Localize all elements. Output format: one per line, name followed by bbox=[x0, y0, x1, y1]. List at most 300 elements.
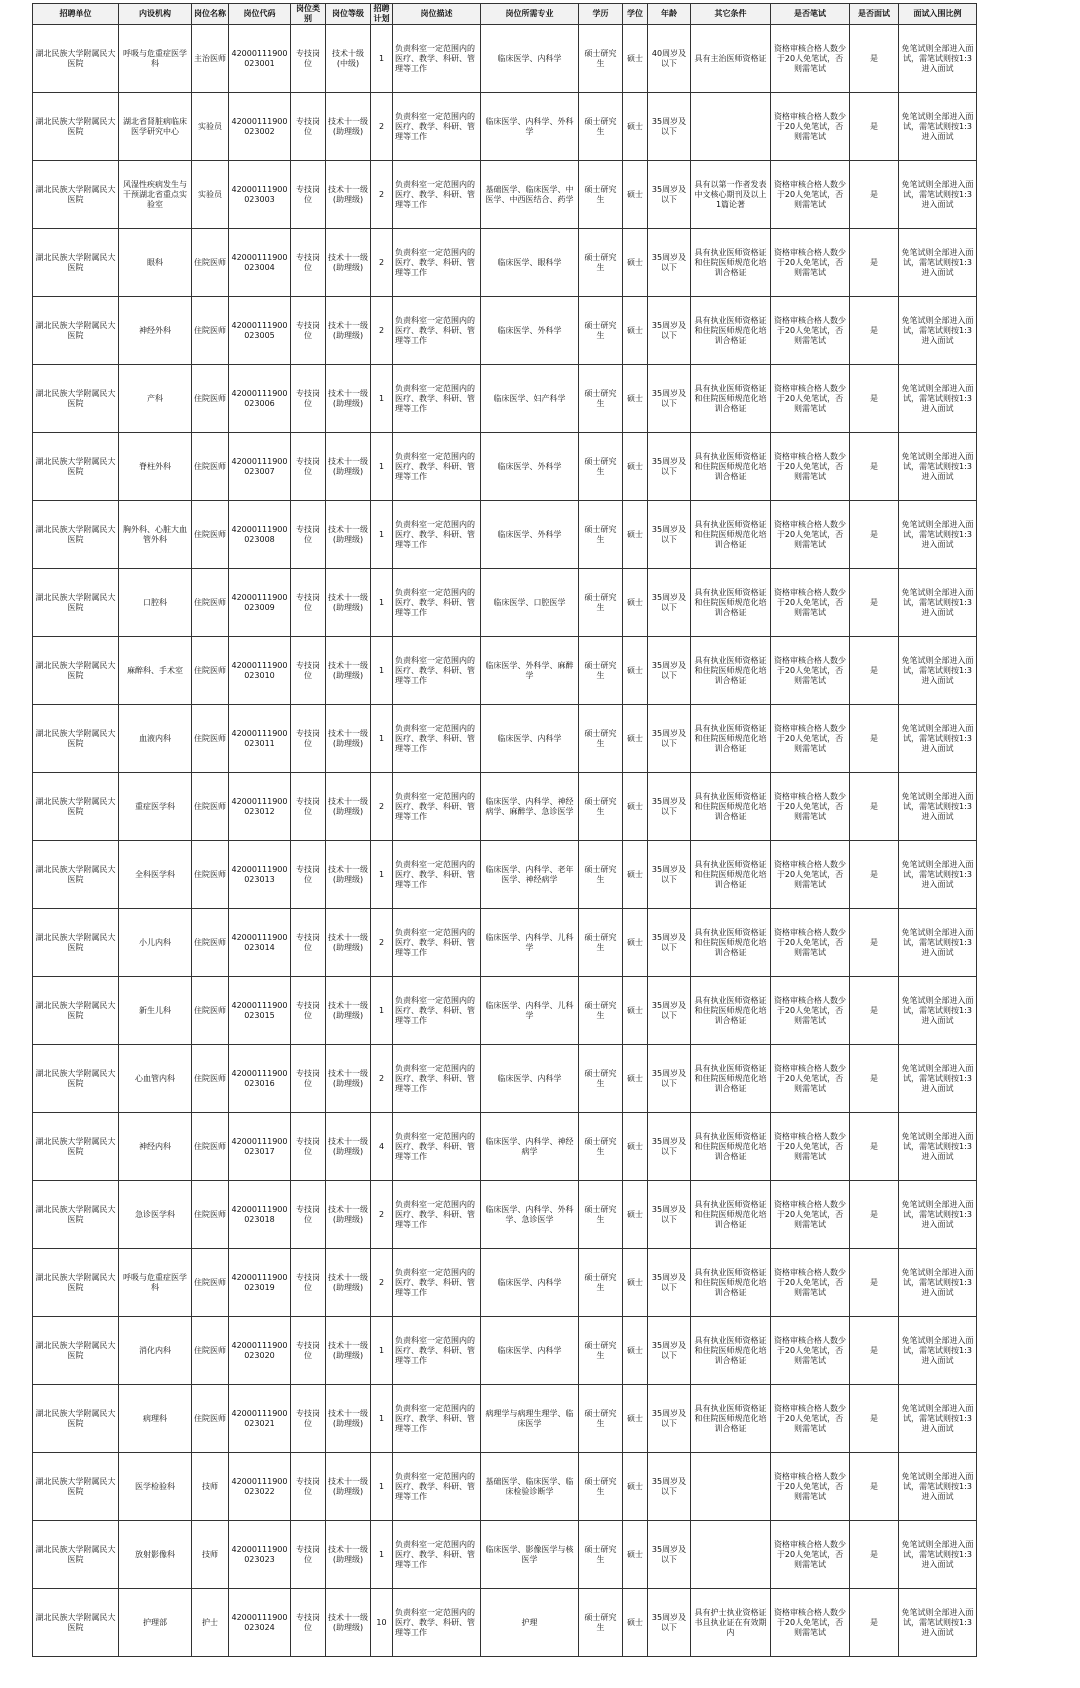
table-cell: 硕士 bbox=[623, 501, 648, 569]
table-cell: 湖北民族大学附属民大医院 bbox=[33, 637, 119, 705]
table-cell: 负责科室一定范围内的医疗、教学、科研、管理等工作 bbox=[393, 433, 481, 501]
table-cell: 专技岗位 bbox=[291, 909, 326, 977]
column-header: 是否笔试 bbox=[771, 4, 850, 25]
table-cell: 临床医学、外科学、麻醉学 bbox=[481, 637, 579, 705]
table-cell: 专技岗位 bbox=[291, 1113, 326, 1181]
table-cell: 35周岁及以下 bbox=[648, 1385, 691, 1453]
table-cell: 资格审核合格人数少于20人免笔试，否则需笔试 bbox=[771, 773, 850, 841]
table-cell: 急诊医学科 bbox=[119, 1181, 192, 1249]
table-cell: 住院医师 bbox=[192, 773, 229, 841]
table-cell: 小儿内科 bbox=[119, 909, 192, 977]
table-cell: 临床医学、内科学 bbox=[481, 1045, 579, 1113]
table-cell: 资格审核合格人数少于20人免笔试，否则需笔试 bbox=[771, 569, 850, 637]
table-cell: 资格审核合格人数少于20人免笔试，否则需笔试 bbox=[771, 1453, 850, 1521]
column-header: 岗位等级 bbox=[326, 4, 371, 25]
table-cell: 资格审核合格人数少于20人免笔试，否则需笔试 bbox=[771, 229, 850, 297]
table-cell: 专技岗位 bbox=[291, 297, 326, 365]
table-cell: 硕士研究生 bbox=[579, 365, 623, 433]
table-cell: 临床医学、外科学 bbox=[481, 297, 579, 365]
table-cell bbox=[691, 1453, 771, 1521]
table-cell: 35周岁及以下 bbox=[648, 1453, 691, 1521]
table-cell: 住院医师 bbox=[192, 365, 229, 433]
table-row bbox=[33, 841, 977, 909]
table-cell: 技术十一级(助理级) bbox=[326, 297, 371, 365]
table-cell: 神经内科 bbox=[119, 1113, 192, 1181]
table-cell: 专技岗位 bbox=[291, 93, 326, 161]
table-cell: 42000111900023012 bbox=[229, 773, 291, 841]
table-cell: 主治医师 bbox=[192, 25, 229, 93]
table-cell: 负责科室一定范围内的医疗、教学、科研、管理等工作 bbox=[393, 1045, 481, 1113]
table-cell: 42000111900023020 bbox=[229, 1317, 291, 1385]
table-row bbox=[33, 25, 977, 93]
table-cell: 技术十一级(助理级) bbox=[326, 1521, 371, 1589]
table-cell: 2 bbox=[371, 1249, 393, 1317]
table-cell: 基础医学、临床医学、中医学、中西医结合、药学 bbox=[481, 161, 579, 229]
table-cell: 技术十一级(助理级) bbox=[326, 93, 371, 161]
table-cell: 具有执业医师资格证和住院医师规范化培训合格证 bbox=[691, 569, 771, 637]
table-cell: 具有执业医师资格证和住院医师规范化培训合格证 bbox=[691, 1317, 771, 1385]
table-cell: 硕士研究生 bbox=[579, 773, 623, 841]
table-cell: 硕士 bbox=[623, 1317, 648, 1385]
table-cell: 负责科室一定范围内的医疗、教学、科研、管理等工作 bbox=[393, 1113, 481, 1181]
table-cell: 负责科室一定范围内的医疗、教学、科研、管理等工作 bbox=[393, 1249, 481, 1317]
table-cell: 负责科室一定范围内的医疗、教学、科研、管理等工作 bbox=[393, 1181, 481, 1249]
table-cell: 住院医师 bbox=[192, 229, 229, 297]
table-cell: 硕士研究生 bbox=[579, 909, 623, 977]
table-cell: 免笔试则全部进入面试，需笔试则按1:3进入面试 bbox=[899, 1385, 977, 1453]
table-cell: 胸外科、心脏大血管外科 bbox=[119, 501, 192, 569]
table-cell: 临床医学、内科学 bbox=[481, 25, 579, 93]
table-cell: 具有执业医师资格证和住院医师规范化培训合格证 bbox=[691, 501, 771, 569]
table-cell: 资格审核合格人数少于20人免笔试，否则需笔试 bbox=[771, 1113, 850, 1181]
table-cell: 42000111900023022 bbox=[229, 1453, 291, 1521]
table-cell: 硕士研究生 bbox=[579, 705, 623, 773]
table-cell: 技术十一级(助理级) bbox=[326, 1249, 371, 1317]
table-cell: 湖北民族大学附属民大医院 bbox=[33, 161, 119, 229]
table-cell: 湖北民族大学附属民大医院 bbox=[33, 977, 119, 1045]
table-cell: 负责科室一定范围内的医疗、教学、科研、管理等工作 bbox=[393, 1317, 481, 1385]
table-cell: 湖北民族大学附属民大医院 bbox=[33, 297, 119, 365]
table-cell: 湖北民族大学附属民大医院 bbox=[33, 433, 119, 501]
table-cell: 资格审核合格人数少于20人免笔试，否则需笔试 bbox=[771, 1249, 850, 1317]
table-cell: 技术十一级(助理级) bbox=[326, 161, 371, 229]
table-cell: 住院医师 bbox=[192, 637, 229, 705]
table-cell: 免笔试则全部进入面试，需笔试则按1:3进入面试 bbox=[899, 1453, 977, 1521]
table-cell: 具有执业医师资格证和住院医师规范化培训合格证 bbox=[691, 1249, 771, 1317]
table-cell: 湖北民族大学附属民大医院 bbox=[33, 1045, 119, 1113]
table-cell: 免笔试则全部进入面试，需笔试则按1:3进入面试 bbox=[899, 433, 977, 501]
table-cell: 住院医师 bbox=[192, 909, 229, 977]
table-cell: 是 bbox=[850, 1045, 899, 1113]
table-cell: 硕士研究生 bbox=[579, 569, 623, 637]
table-cell: 呼吸与危重症医学科 bbox=[119, 1249, 192, 1317]
table-cell: 硕士研究生 bbox=[579, 1249, 623, 1317]
table-row bbox=[33, 1453, 977, 1521]
header-row bbox=[33, 4, 977, 25]
table-cell: 硕士 bbox=[623, 365, 648, 433]
table-cell: 专技岗位 bbox=[291, 229, 326, 297]
table-cell: 硕士 bbox=[623, 841, 648, 909]
table-row bbox=[33, 1521, 977, 1589]
table-cell: 资格审核合格人数少于20人免笔试，否则需笔试 bbox=[771, 977, 850, 1045]
table-row bbox=[33, 93, 977, 161]
table-cell: 1 bbox=[371, 1521, 393, 1589]
table-cell: 技术十一级(助理级) bbox=[326, 1045, 371, 1113]
table-cell: 硕士研究生 bbox=[579, 977, 623, 1045]
table-cell: 硕士研究生 bbox=[579, 1113, 623, 1181]
table-cell: 湖北民族大学附属民大医院 bbox=[33, 773, 119, 841]
table-cell: 42000111900023007 bbox=[229, 433, 291, 501]
table-cell: 技术十级(中级) bbox=[326, 25, 371, 93]
table-cell: 临床医学、妇产科学 bbox=[481, 365, 579, 433]
table-cell: 技术十一级(助理级) bbox=[326, 365, 371, 433]
table-cell: 资格审核合格人数少于20人免笔试，否则需笔试 bbox=[771, 1181, 850, 1249]
table-cell: 是 bbox=[850, 1521, 899, 1589]
table-cell: 免笔试则全部进入面试，需笔试则按1:3进入面试 bbox=[899, 161, 977, 229]
table-cell: 资格审核合格人数少于20人免笔试，否则需笔试 bbox=[771, 637, 850, 705]
table-cell: 4 bbox=[371, 1113, 393, 1181]
column-header: 招聘计划 bbox=[371, 4, 393, 25]
table-cell: 临床医学、内科学、外科学 bbox=[481, 93, 579, 161]
table-cell: 具有执业医师资格证和住院医师规范化培训合格证 bbox=[691, 705, 771, 773]
table-cell: 资格审核合格人数少于20人免笔试，否则需笔试 bbox=[771, 1521, 850, 1589]
table-row bbox=[33, 569, 977, 637]
table-cell: 技术十一级(助理级) bbox=[326, 1453, 371, 1521]
table-cell: 硕士 bbox=[623, 705, 648, 773]
table-cell: 临床医学、内科学、老年医学、神经病学 bbox=[481, 841, 579, 909]
table-cell: 实验员 bbox=[192, 93, 229, 161]
table-row bbox=[33, 977, 977, 1045]
column-header: 内设机构 bbox=[119, 4, 192, 25]
table-cell: 硕士研究生 bbox=[579, 501, 623, 569]
column-header: 岗位描述 bbox=[393, 4, 481, 25]
table-cell: 是 bbox=[850, 637, 899, 705]
table-cell: 临床医学、内科学 bbox=[481, 1249, 579, 1317]
table-cell: 护士 bbox=[192, 1589, 229, 1657]
table-cell: 技术十一级(助理级) bbox=[326, 637, 371, 705]
table-cell: 免笔试则全部进入面试，需笔试则按1:3进入面试 bbox=[899, 297, 977, 365]
table-cell: 湖北民族大学附属民大医院 bbox=[33, 25, 119, 93]
table-cell: 临床医学、内科学 bbox=[481, 1317, 579, 1385]
table-cell: 湖北民族大学附属民大医院 bbox=[33, 1181, 119, 1249]
table-cell: 免笔试则全部进入面试，需笔试则按1:3进入面试 bbox=[899, 229, 977, 297]
table-cell: 42000111900023008 bbox=[229, 501, 291, 569]
table-cell: 42000111900023018 bbox=[229, 1181, 291, 1249]
table-cell: 湖北民族大学附属民大医院 bbox=[33, 1113, 119, 1181]
table-cell: 基础医学、临床医学、临床检验诊断学 bbox=[481, 1453, 579, 1521]
table-cell: 免笔试则全部进入面试，需笔试则按1:3进入面试 bbox=[899, 841, 977, 909]
table-cell: 负责科室一定范围内的医疗、教学、科研、管理等工作 bbox=[393, 1453, 481, 1521]
table-cell: 是 bbox=[850, 161, 899, 229]
table-row bbox=[33, 433, 977, 501]
table-cell: 42000111900023015 bbox=[229, 977, 291, 1045]
table-cell: 技术十一级(助理级) bbox=[326, 569, 371, 637]
table-cell: 负责科室一定范围内的医疗、教学、科研、管理等工作 bbox=[393, 161, 481, 229]
table-cell: 具有护士执业资格证书且执业证在有效期内 bbox=[691, 1589, 771, 1657]
table-cell: 湖北民族大学附属民大医院 bbox=[33, 93, 119, 161]
table-cell: 硕士 bbox=[623, 1589, 648, 1657]
table-cell: 42000111900023005 bbox=[229, 297, 291, 365]
table-cell: 35周岁及以下 bbox=[648, 1317, 691, 1385]
table-cell: 负责科室一定范围内的医疗、教学、科研、管理等工作 bbox=[393, 93, 481, 161]
table-header bbox=[33, 4, 977, 25]
table-cell: 硕士研究生 bbox=[579, 637, 623, 705]
table-cell: 湖北民族大学附属民大医院 bbox=[33, 1453, 119, 1521]
table-cell: 临床医学、内科学、儿科学 bbox=[481, 909, 579, 977]
table-cell: 是 bbox=[850, 25, 899, 93]
table-cell: 资格审核合格人数少于20人免笔试，否则需笔试 bbox=[771, 25, 850, 93]
table-cell: 1 bbox=[371, 705, 393, 773]
table-cell: 专技岗位 bbox=[291, 1521, 326, 1589]
table-cell: 脊柱外科 bbox=[119, 433, 192, 501]
table-cell: 硕士 bbox=[623, 433, 648, 501]
table-cell: 资格审核合格人数少于20人免笔试，否则需笔试 bbox=[771, 841, 850, 909]
table-cell: 硕士 bbox=[623, 1181, 648, 1249]
table-row bbox=[33, 297, 977, 365]
table-cell: 住院医师 bbox=[192, 841, 229, 909]
table-cell: 具有执业医师资格证和住院医师规范化培训合格证 bbox=[691, 1045, 771, 1113]
table-cell: 是 bbox=[850, 705, 899, 773]
table-cell: 42000111900023017 bbox=[229, 1113, 291, 1181]
table-cell: 是 bbox=[850, 841, 899, 909]
table-cell: 免笔试则全部进入面试，需笔试则按1:3进入面试 bbox=[899, 365, 977, 433]
table-cell: 硕士 bbox=[623, 569, 648, 637]
table-cell: 专技岗位 bbox=[291, 977, 326, 1045]
table-cell: 35周岁及以下 bbox=[648, 297, 691, 365]
table-cell: 实验员 bbox=[192, 161, 229, 229]
table-cell: 35周岁及以下 bbox=[648, 909, 691, 977]
table-cell: 硕士研究生 bbox=[579, 229, 623, 297]
table-cell: 免笔试则全部进入面试，需笔试则按1:3进入面试 bbox=[899, 569, 977, 637]
table-row bbox=[33, 501, 977, 569]
table-cell: 住院医师 bbox=[192, 1249, 229, 1317]
table-row bbox=[33, 637, 977, 705]
table-cell: 2 bbox=[371, 1045, 393, 1113]
table-cell: 专技岗位 bbox=[291, 773, 326, 841]
table-cell: 是 bbox=[850, 433, 899, 501]
table-cell: 负责科室一定范围内的医疗、教学、科研、管理等工作 bbox=[393, 1521, 481, 1589]
table-cell: 免笔试则全部进入面试，需笔试则按1:3进入面试 bbox=[899, 1589, 977, 1657]
table-cell: 技术十一级(助理级) bbox=[326, 977, 371, 1045]
table-cell: 35周岁及以下 bbox=[648, 93, 691, 161]
table-cell: 湖北省肾脏病临床医学研究中心 bbox=[119, 93, 192, 161]
table-cell: 是 bbox=[850, 1181, 899, 1249]
table-cell: 42000111900023023 bbox=[229, 1521, 291, 1589]
table-cell: 资格审核合格人数少于20人免笔试，否则需笔试 bbox=[771, 365, 850, 433]
column-header: 岗位代码 bbox=[229, 4, 291, 25]
table-cell: 技师 bbox=[192, 1521, 229, 1589]
table-cell: 硕士研究生 bbox=[579, 1045, 623, 1113]
table-cell: 负责科室一定范围内的医疗、教学、科研、管理等工作 bbox=[393, 501, 481, 569]
table-cell: 临床医学、外科学 bbox=[481, 433, 579, 501]
column-header: 是否面试 bbox=[850, 4, 899, 25]
table-cell: 具有执业医师资格证和住院医师规范化培训合格证 bbox=[691, 1181, 771, 1249]
table-cell: 硕士 bbox=[623, 1385, 648, 1453]
table-cell: 免笔试则全部进入面试，需笔试则按1:3进入面试 bbox=[899, 501, 977, 569]
table-cell: 2 bbox=[371, 93, 393, 161]
table-cell: 42000111900023011 bbox=[229, 705, 291, 773]
table-cell: 42000111900023014 bbox=[229, 909, 291, 977]
table-cell: 技术十一级(助理级) bbox=[326, 1317, 371, 1385]
table-cell: 2 bbox=[371, 297, 393, 365]
table-cell: 是 bbox=[850, 501, 899, 569]
table-cell: 专技岗位 bbox=[291, 1249, 326, 1317]
table-cell: 42000111900023019 bbox=[229, 1249, 291, 1317]
table-cell: 放射影像科 bbox=[119, 1521, 192, 1589]
table-cell: 42000111900023021 bbox=[229, 1385, 291, 1453]
table-cell: 硕士 bbox=[623, 909, 648, 977]
table-cell: 具有执业医师资格证和住院医师规范化培训合格证 bbox=[691, 1385, 771, 1453]
table-cell: 资格审核合格人数少于20人免笔试，否则需笔试 bbox=[771, 161, 850, 229]
table-cell: 住院医师 bbox=[192, 1045, 229, 1113]
table-cell: 硕士研究生 bbox=[579, 1385, 623, 1453]
table-cell: 1 bbox=[371, 365, 393, 433]
table-cell: 免笔试则全部进入面试，需笔试则按1:3进入面试 bbox=[899, 1181, 977, 1249]
table-cell: 住院医师 bbox=[192, 297, 229, 365]
table-cell: 免笔试则全部进入面试，需笔试则按1:3进入面试 bbox=[899, 705, 977, 773]
table-cell: 硕士 bbox=[623, 161, 648, 229]
table-cell: 硕士 bbox=[623, 977, 648, 1045]
table-cell: 硕士 bbox=[623, 1045, 648, 1113]
table-cell: 硕士研究生 bbox=[579, 1181, 623, 1249]
table-body bbox=[33, 25, 977, 1657]
column-header: 岗位类别 bbox=[291, 4, 326, 25]
table-cell: 负责科室一定范围内的医疗、教学、科研、管理等工作 bbox=[393, 569, 481, 637]
table-cell: 技术十一级(助理级) bbox=[326, 1181, 371, 1249]
table-cell: 麻醉科、手术室 bbox=[119, 637, 192, 705]
table-cell: 是 bbox=[850, 365, 899, 433]
table-cell: 负责科室一定范围内的医疗、教学、科研、管理等工作 bbox=[393, 229, 481, 297]
table-cell: 湖北民族大学附属民大医院 bbox=[33, 1249, 119, 1317]
table-cell: 专技岗位 bbox=[291, 1045, 326, 1113]
table-cell: 硕士 bbox=[623, 297, 648, 365]
table-cell: 35周岁及以下 bbox=[648, 1249, 691, 1317]
table-cell: 眼科 bbox=[119, 229, 192, 297]
table-cell: 专技岗位 bbox=[291, 841, 326, 909]
table-cell: 湖北民族大学附属民大医院 bbox=[33, 569, 119, 637]
table-row bbox=[33, 1249, 977, 1317]
table-cell: 硕士研究生 bbox=[579, 1317, 623, 1385]
table-cell: 临床医学、外科学 bbox=[481, 501, 579, 569]
table-cell: 42000111900023001 bbox=[229, 25, 291, 93]
table-cell: 专技岗位 bbox=[291, 433, 326, 501]
table-cell: 临床医学、口腔医学 bbox=[481, 569, 579, 637]
table-cell: 专技岗位 bbox=[291, 1385, 326, 1453]
table-cell: 湖北民族大学附属民大医院 bbox=[33, 365, 119, 433]
table-cell: 资格审核合格人数少于20人免笔试，否则需笔试 bbox=[771, 93, 850, 161]
table-cell: 免笔试则全部进入面试，需笔试则按1:3进入面试 bbox=[899, 1249, 977, 1317]
table-cell: 住院医师 bbox=[192, 433, 229, 501]
table-cell: 是 bbox=[850, 569, 899, 637]
table-cell: 42000111900023024 bbox=[229, 1589, 291, 1657]
table-cell: 硕士研究生 bbox=[579, 1521, 623, 1589]
table-cell: 2 bbox=[371, 909, 393, 977]
table-cell: 专技岗位 bbox=[291, 637, 326, 705]
table-cell: 临床医学、内科学 bbox=[481, 705, 579, 773]
table-cell: 专技岗位 bbox=[291, 365, 326, 433]
table-cell: 硕士 bbox=[623, 1521, 648, 1589]
table-cell: 资格审核合格人数少于20人免笔试，否则需笔试 bbox=[771, 501, 850, 569]
table-cell: 35周岁及以下 bbox=[648, 161, 691, 229]
table-cell: 湖北民族大学附属民大医院 bbox=[33, 229, 119, 297]
table-cell: 1 bbox=[371, 501, 393, 569]
table-cell: 硕士研究生 bbox=[579, 1453, 623, 1521]
table-cell: 负责科室一定范围内的医疗、教学、科研、管理等工作 bbox=[393, 637, 481, 705]
table-cell: 1 bbox=[371, 977, 393, 1045]
table-cell: 35周岁及以下 bbox=[648, 365, 691, 433]
table-cell: 专技岗位 bbox=[291, 501, 326, 569]
table-cell: 35周岁及以下 bbox=[648, 841, 691, 909]
table-cell: 是 bbox=[850, 773, 899, 841]
column-header: 年龄 bbox=[648, 4, 691, 25]
table-cell: 42000111900023003 bbox=[229, 161, 291, 229]
table-cell: 42000111900023013 bbox=[229, 841, 291, 909]
table-cell: 是 bbox=[850, 297, 899, 365]
table-cell: 资格审核合格人数少于20人免笔试，否则需笔试 bbox=[771, 1045, 850, 1113]
table-cell: 负责科室一定范围内的医疗、教学、科研、管理等工作 bbox=[393, 365, 481, 433]
table-cell: 35周岁及以下 bbox=[648, 501, 691, 569]
table-cell: 资格审核合格人数少于20人免笔试，否则需笔试 bbox=[771, 1317, 850, 1385]
table-cell: 口腔科 bbox=[119, 569, 192, 637]
table-cell: 住院医师 bbox=[192, 977, 229, 1045]
table-cell: 湖北民族大学附属民大医院 bbox=[33, 1317, 119, 1385]
table-cell: 湖北民族大学附属民大医院 bbox=[33, 1589, 119, 1657]
table-cell: 技术十一级(助理级) bbox=[326, 501, 371, 569]
table-row bbox=[33, 229, 977, 297]
table-row bbox=[33, 1113, 977, 1181]
table-cell: 资格审核合格人数少于20人免笔试，否则需笔试 bbox=[771, 1589, 850, 1657]
table-cell: 具有主治医师资格证 bbox=[691, 25, 771, 93]
table-cell: 资格审核合格人数少于20人免笔试，否则需笔试 bbox=[771, 705, 850, 773]
table-cell: 技术十一级(助理级) bbox=[326, 705, 371, 773]
table-cell: 42000111900023002 bbox=[229, 93, 291, 161]
table-cell: 免笔试则全部进入面试，需笔试则按1:3进入面试 bbox=[899, 1521, 977, 1589]
table-cell: 是 bbox=[850, 1249, 899, 1317]
table-cell: 是 bbox=[850, 909, 899, 977]
table-cell: 血液内科 bbox=[119, 705, 192, 773]
table-cell: 资格审核合格人数少于20人免笔试，否则需笔试 bbox=[771, 909, 850, 977]
table-cell: 资格审核合格人数少于20人免笔试，否则需笔试 bbox=[771, 433, 850, 501]
table-cell: 硕士 bbox=[623, 25, 648, 93]
table-cell: 具有以第一作者发表中文核心期刊及以上1篇论著 bbox=[691, 161, 771, 229]
column-header: 面试入围比例 bbox=[899, 4, 977, 25]
table-cell: 1 bbox=[371, 433, 393, 501]
table-cell: 35周岁及以下 bbox=[648, 977, 691, 1045]
table-cell: 临床医学、内科学、外科学、急诊医学 bbox=[481, 1181, 579, 1249]
table-cell: 专技岗位 bbox=[291, 569, 326, 637]
table-row bbox=[33, 773, 977, 841]
table-cell: 硕士研究生 bbox=[579, 25, 623, 93]
table-row bbox=[33, 1317, 977, 1385]
table-cell: 硕士 bbox=[623, 229, 648, 297]
column-header: 学位 bbox=[623, 4, 648, 25]
table-cell: 42000111900023010 bbox=[229, 637, 291, 705]
table-cell: 负责科室一定范围内的医疗、教学、科研、管理等工作 bbox=[393, 297, 481, 365]
table-cell: 硕士 bbox=[623, 1453, 648, 1521]
table-row bbox=[33, 705, 977, 773]
table-cell: 免笔试则全部进入面试，需笔试则按1:3进入面试 bbox=[899, 1317, 977, 1385]
table-cell: 是 bbox=[850, 1385, 899, 1453]
table-cell: 护理 bbox=[481, 1589, 579, 1657]
table-cell: 1 bbox=[371, 25, 393, 93]
table-cell: 临床医学、内科学、儿科学 bbox=[481, 977, 579, 1045]
table-cell: 具有执业医师资格证和住院医师规范化培训合格证 bbox=[691, 365, 771, 433]
table-cell: 免笔试则全部进入面试，需笔试则按1:3进入面试 bbox=[899, 977, 977, 1045]
table-cell: 湖北民族大学附属民大医院 bbox=[33, 1385, 119, 1453]
table-cell: 1 bbox=[371, 1385, 393, 1453]
table-cell: 产科 bbox=[119, 365, 192, 433]
table-cell: 是 bbox=[850, 93, 899, 161]
